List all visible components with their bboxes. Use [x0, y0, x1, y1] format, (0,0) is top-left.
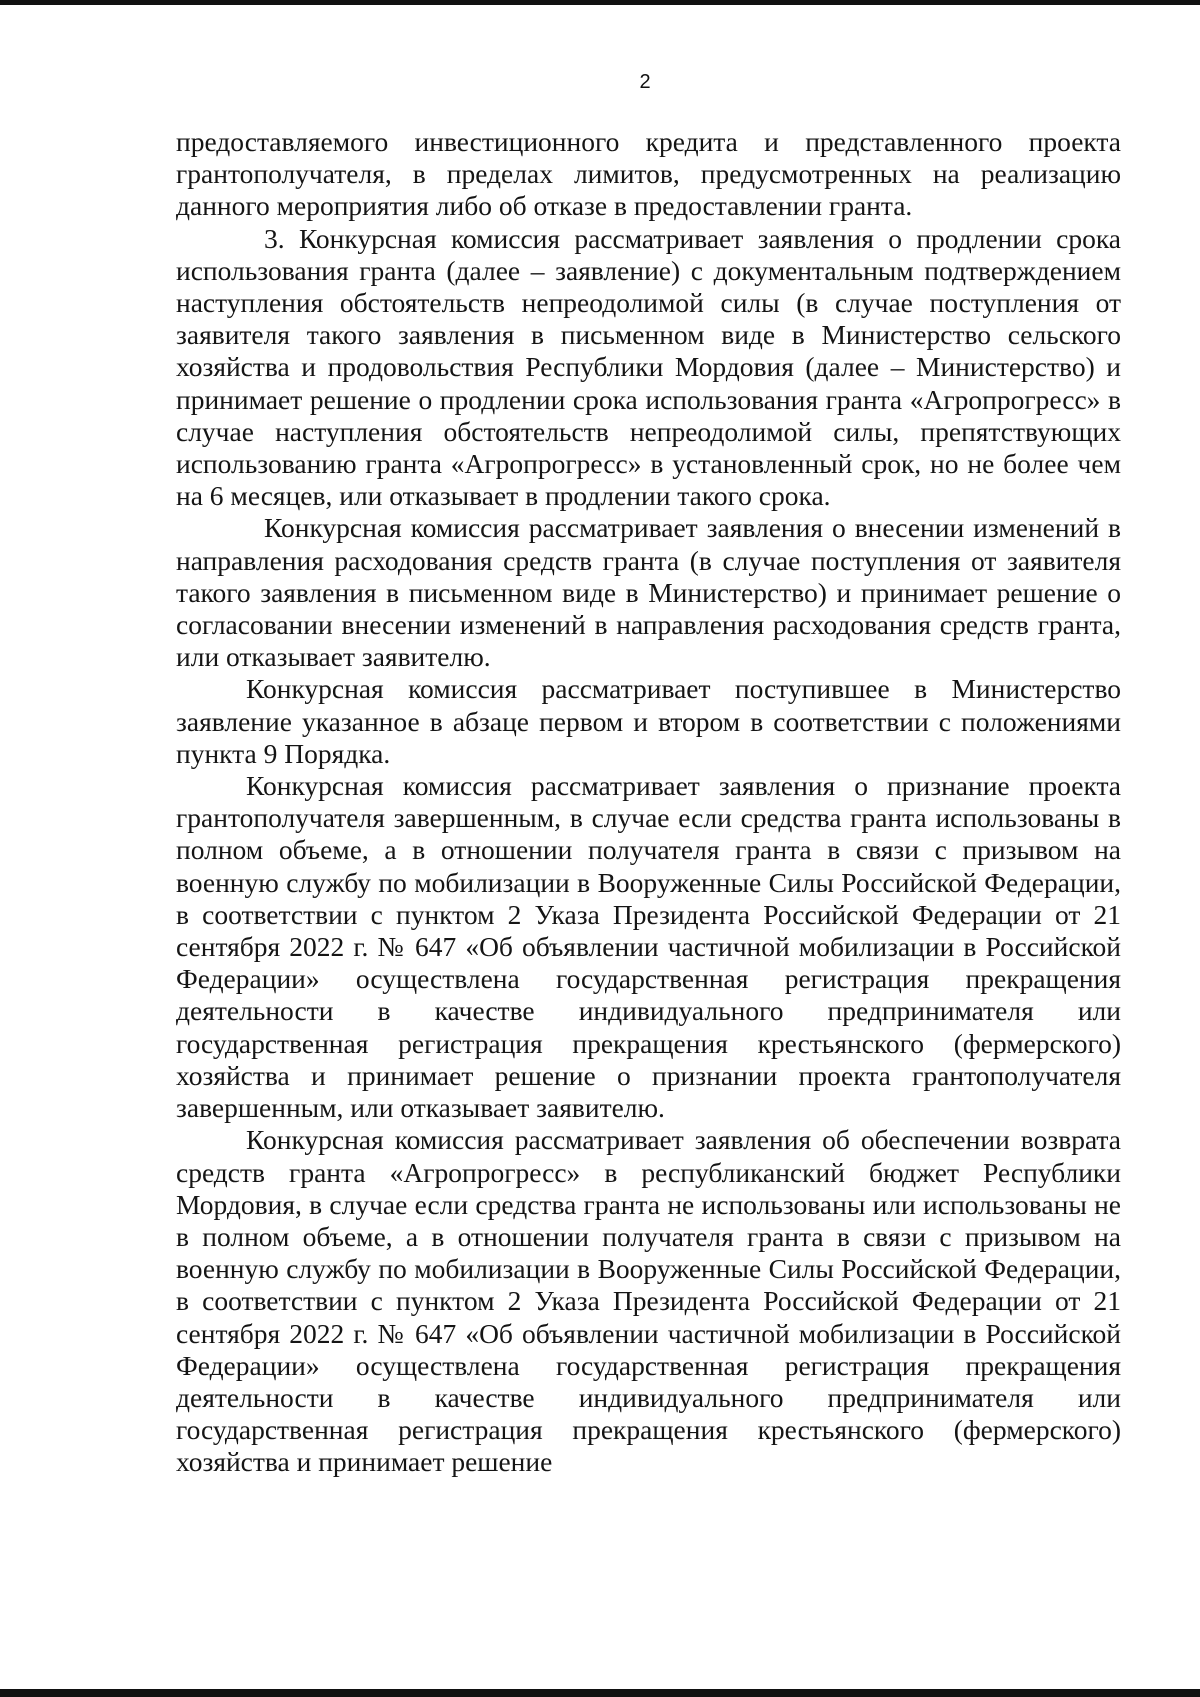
paragraph-item-3: 3. Конкурсная комиссия рассматривает заявления о продлении срока использования гранта (далее – заявление) с документальным подтверждением наступления обстоятельств непреодолимой силы (в случае поступления от заявителя такого заявления в письменном виде в Министерство сельского хозяйства и продовольствия Республики Мордовия (далее – Министерство) и принимает решение о продлении срока использования гранта «Агропрогресс» в случае наступления обстоятельств непреодолимой силы, препятствующих использованию гранта «Агропрогресс» в установленный срок, но не более чем на 6 месяцев, или отказывает в продлении такого срока. [176, 222, 1121, 512]
paragraph-procedure: Конкурсная комиссия рассматривает поступившее в Министерство заявление указанное в абзаце первом и втором в соответствии с положениями пункта 9 Порядка. [176, 673, 1121, 769]
paragraph-continuation: предоставляемого инвестиционного кредита и представленного проекта грантополучателя, в пределах лимитов, предусмотренных на реализацию данного мероприятия либо об отказе в предоставлении гранта. [176, 126, 1121, 222]
paragraph-changes: Конкурсная комиссия рассматривает заявления о внесении изменений в направления расходования средств гранта (в случае поступления от заявителя такого заявления в письменном виде в Министерство) и принимает решение о согласовании внесении изменений в направления расходования средств гранта, или отказывает заявителю. [176, 512, 1121, 673]
page-number: 2 [639, 71, 651, 93]
document-body [176, 126, 1121, 1479]
paragraph-refund: Конкурсная комиссия рассматривает заявления об обеспечении возврата средств гранта «Агропрогресс» в республиканский бюджет Республики Мордовия, в случае если средства гранта не использованы или использованы не в полном объеме, а в отношении получателя гранта в связи с призывом на военную службу по мобилизации в Вооруженные Силы Российской Федерации, в соответствии с пунктом 2 Указа Президента Российской Федерации от 21 сентября 2022 г. № 647 «Об объявлении частичной мобилизации в Российской Федерации» осуществлена государственная регистрация прекращения деятельности в качестве индивидуального предпринимателя или государственная регистрация прекращения крестьянского (фермерского) хозяйства и принимает решение [176, 1124, 1121, 1478]
scan-edge-top [0, 0, 1200, 5]
scan-edge-bottom [0, 1689, 1200, 1697]
paragraph-completion: Конкурсная комиссия рассматривает заявления о признание проекта грантополучателя завершенным, в случае если средства гранта использованы в полном объеме, а в отношении получателя гранта в связи с призывом на военную службу по мобилизации в Вооруженные Силы Российской Федерации, в соответствии с пунктом 2 Указа Президента Российской Федерации от 21 сентября 2022 г. № 647 «Об объявлении частичной мобилизации в Российской Федерации» осуществлена государственная регистрация прекращения деятельности в качестве индивидуального предпринимателя или государственная регистрация прекращения крестьянского (фермерского) хозяйства и принимает решение о признании проекта грантополучателя завершенным, или отказывает заявителю. [176, 770, 1121, 1124]
